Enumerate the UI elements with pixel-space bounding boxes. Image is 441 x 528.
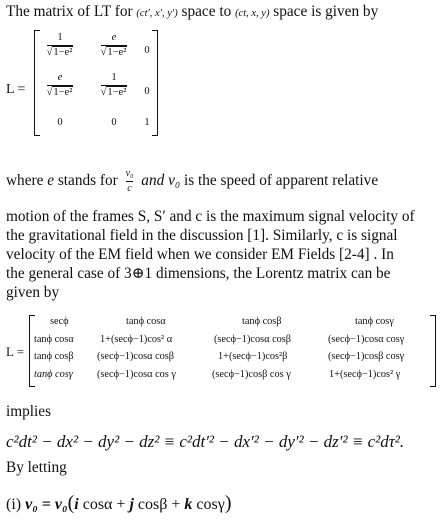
matrix-cell: 1+(secϕ−1)cos² γ — [329, 369, 401, 380]
matrix-cell: (secϕ−1)cosα cosβ — [214, 334, 292, 345]
intro-prefix: The matrix of LT for — [6, 3, 137, 20]
matrix-cell: tanϕ cosα — [126, 316, 166, 327]
matrix-cell: $\frac{e}{\text{√1−e²}}$ — [100, 32, 127, 58]
matrix-cell: (secϕ−1)cosβ cosγ — [328, 351, 405, 362]
matrix-cell: $\frac{e}{\text{√1−e²}}$ — [46, 72, 73, 98]
matrix-cell: 0 — [144, 86, 150, 97]
velocity-definition: (i) v₀ = v₀(i cosα + j cosβ + k cosγ) — [6, 492, 232, 514]
where-line: where e stands for $\frac{\text{v₀}}{c}$ and v₀ is the speed of apparent relative — [6, 168, 379, 194]
intro-suffix: space is given by — [269, 3, 379, 20]
matrix-right-bracket — [430, 315, 436, 387]
by-letting-text: By letting — [6, 459, 67, 476]
matrix-label: L = — [6, 344, 25, 359]
matrix-cell: (secϕ−1)cosβ cos γ — [212, 369, 291, 380]
matrix-cell: (secϕ−1)cosα cos γ — [97, 369, 176, 380]
primed-space-notation: (ct′, x′, y′) — [136, 8, 178, 19]
intro-line — [6, 2, 437, 23]
matrix-cell: tanϕ cosβ — [34, 351, 74, 362]
matrix-cell: (secϕ−1)cosα cosγ — [328, 334, 405, 345]
matrix-cell: 0 — [144, 45, 150, 56]
implies-text: implies — [6, 403, 52, 420]
matrix-cell: 1+(secϕ−1)cos²β — [218, 351, 288, 362]
matrix-cell: tanϕ cosγ — [355, 316, 394, 327]
intro-middle: space to — [177, 3, 236, 20]
matrix-cell: 0 — [57, 117, 63, 128]
matrix-cell: 1+(secϕ−1)cos² α — [100, 334, 173, 345]
matrix-cell: (secϕ−1)cosα cosβ — [97, 351, 175, 362]
matrix-cell: tanϕ cosβ — [242, 316, 282, 327]
matrix-cell: $\frac{1}{\text{√1−e²}}$ — [100, 72, 127, 98]
matrix-cell: 0 — [111, 117, 117, 128]
matrix-cell: $\frac{1}{\text{√1−e²}}$ — [46, 32, 73, 58]
matrix-label: L = — [6, 82, 26, 97]
ratio-fraction: $\frac{\text{v₀}}{c}$ — [125, 168, 134, 194]
matrix-cell: 1 — [144, 117, 150, 128]
matrix-cell: tanϕ cosα — [34, 334, 74, 345]
matrix-cell: secϕ — [50, 316, 69, 327]
interval-equation: c²dt² − dx² − dy² − dz² ≡ c²dt′² − dx′² − dy′² − dz′² ≡ c²dτ². — [6, 432, 405, 451]
unprimed-space-notation: (ct, x, y) — [235, 8, 270, 19]
matrix-cell: tanϕ cosγ — [34, 369, 73, 380]
